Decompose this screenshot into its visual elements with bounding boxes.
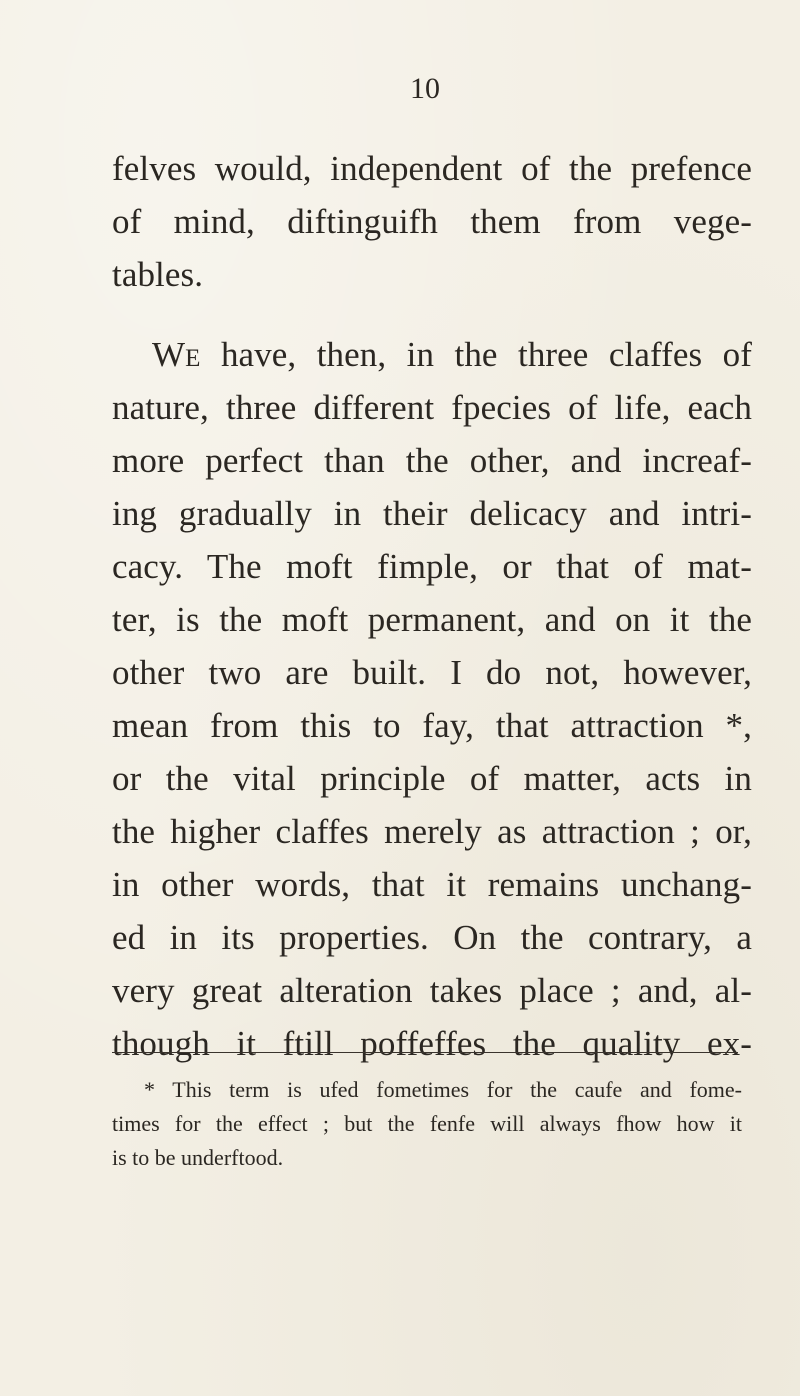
footnote-line: times for the effect ; but the fenfe will always fhow how it <box>112 1111 742 1136</box>
text-line: mean from this to fay, that attraction *, <box>112 706 752 745</box>
text-line: or the vital principle of matter, acts in <box>112 759 752 798</box>
text-line: other two are built. I do not, however, <box>112 653 752 692</box>
drop-word: We <box>152 335 201 374</box>
text-line: felves would, independent of the prefence <box>112 149 752 188</box>
text-line: in other words, that it remains unchang- <box>112 865 752 904</box>
text-line: ter, is the moft permanent, and on it the <box>112 600 752 639</box>
text-line: nature, three different fpecies of life, each <box>112 388 752 427</box>
text-line: tables. <box>112 255 204 294</box>
paragraph-main <box>112 328 752 1070</box>
text-line-rest: have, then, in the three claffes of <box>220 335 752 374</box>
text-line: though it ftill poffeffes the quality ex- <box>112 1024 752 1063</box>
text-line: of mind, diftinguifh them from vege- <box>112 202 752 241</box>
text-line-first <box>112 328 752 381</box>
paragraph-continued <box>112 142 752 301</box>
footnote-line: * This term is ufed fometimes for the caufe and fome- <box>144 1077 742 1102</box>
footnote-divider <box>112 1052 738 1053</box>
text-line: cacy. The moft fimple, or that of mat- <box>112 547 752 586</box>
footnote-line: is to be underftood. <box>112 1145 284 1170</box>
footnote <box>112 1073 742 1175</box>
text-line: very great alteration takes place ; and, al- <box>112 971 752 1010</box>
page-number: 10 <box>410 72 440 105</box>
text-line: ed in its properties. On the contrary, a <box>112 918 752 957</box>
text-line: ing gradually in their delicacy and intri- <box>112 494 752 533</box>
text-line: more perfect than the other, and increaf- <box>112 441 752 480</box>
text-line: the higher claffes merely as attraction ; or, <box>112 812 752 851</box>
